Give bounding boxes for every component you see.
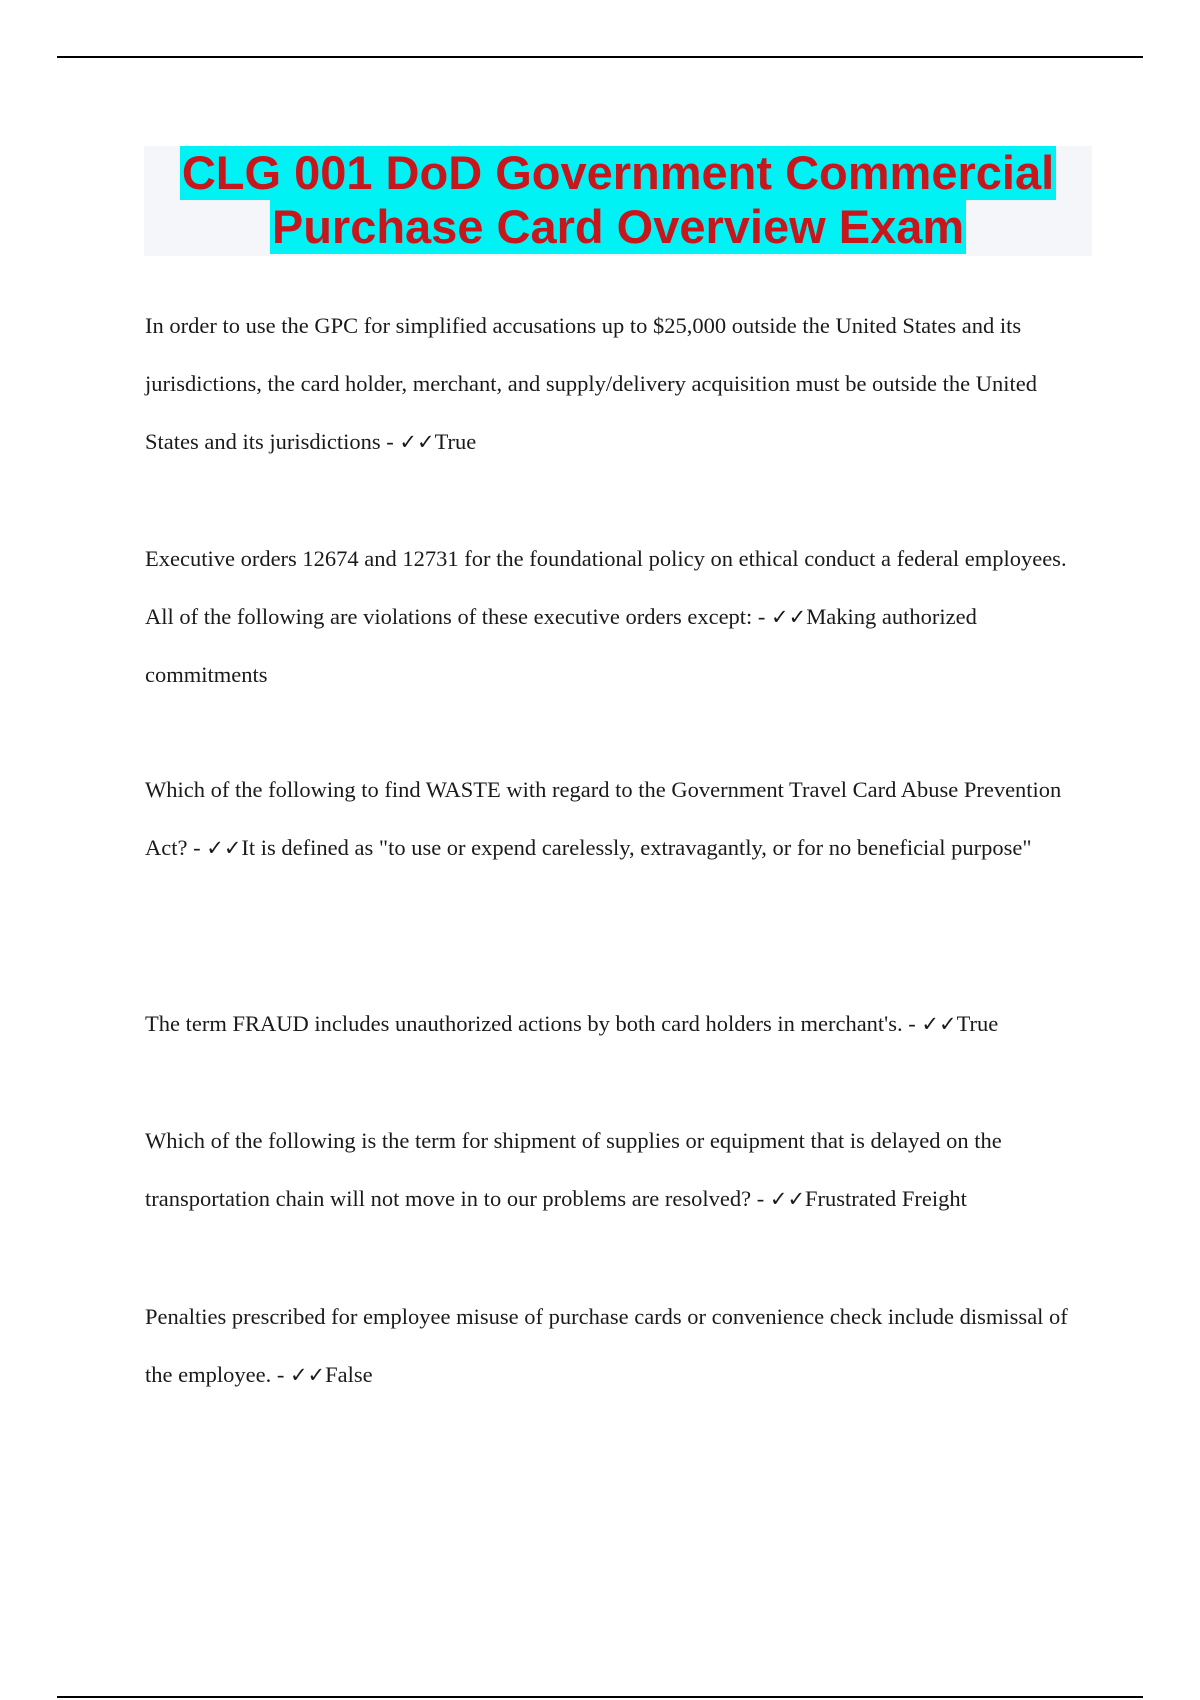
qa-item-5 bbox=[145, 1112, 1095, 1228]
double-check-icon: ✓✓ bbox=[771, 605, 807, 629]
bottom-rule bbox=[57, 1696, 1143, 1698]
question-text: Which of the following is the term for shipment of supplies or equipment that is delayed on the transportation chain will not move in to our problems are resolved? - bbox=[145, 1128, 1002, 1211]
answer-text: True bbox=[434, 429, 477, 454]
double-check-icon: ✓✓ bbox=[399, 430, 435, 454]
top-rule bbox=[57, 56, 1143, 58]
title-banner bbox=[144, 146, 1092, 256]
question-text: Executive orders 12674 and 12731 for the foundational policy on ethical conduct a federal employees. All of the following are violations of these executive orders except: - bbox=[145, 546, 1067, 629]
question-text: The term FRAUD includes unauthorized actions by both card holders in merchant's. - bbox=[145, 1011, 922, 1036]
title-line-2: Purchase Card Overview Exam bbox=[271, 200, 965, 253]
qa-item-2 bbox=[145, 530, 1095, 704]
qa-item-4 bbox=[145, 995, 1095, 1053]
double-check-icon: ✓✓ bbox=[769, 1187, 806, 1211]
question-text: In order to use the GPC for simplified accusations up to $25,000 outside the United States and its jurisdictions, the card holder, merchant, and supply/delivery acquisition must be outside the United States and its jurisdictions - bbox=[145, 313, 1038, 454]
question-text: Which of the following to find WASTE with regard to the Government Travel Card Abuse Prevention Act? - bbox=[145, 777, 1062, 860]
double-check-icon: ✓✓ bbox=[206, 836, 242, 860]
qa-item-6 bbox=[145, 1288, 1095, 1404]
title-line-1: CLG 001 DoD Government Commercial bbox=[181, 146, 1055, 199]
double-check-icon: ✓✓ bbox=[289, 1363, 326, 1387]
answer-text: Frustrated Freight bbox=[805, 1186, 967, 1211]
double-check-icon: ✓✓ bbox=[921, 1012, 957, 1036]
answer-text: False bbox=[325, 1362, 373, 1387]
qa-item-3 bbox=[145, 761, 1095, 877]
answer-text: True bbox=[956, 1011, 999, 1036]
answer-text: It is defined as "to use or expend carelessly, extravagantly, or for no beneficial purpose" bbox=[241, 835, 1032, 860]
qa-item-1 bbox=[145, 297, 1095, 471]
answer-text: Making authorized commitments bbox=[145, 604, 977, 687]
question-text: Penalties prescribed for employee misuse of purchase cards or convenience check include dismissal of the employee. - bbox=[145, 1304, 1068, 1387]
